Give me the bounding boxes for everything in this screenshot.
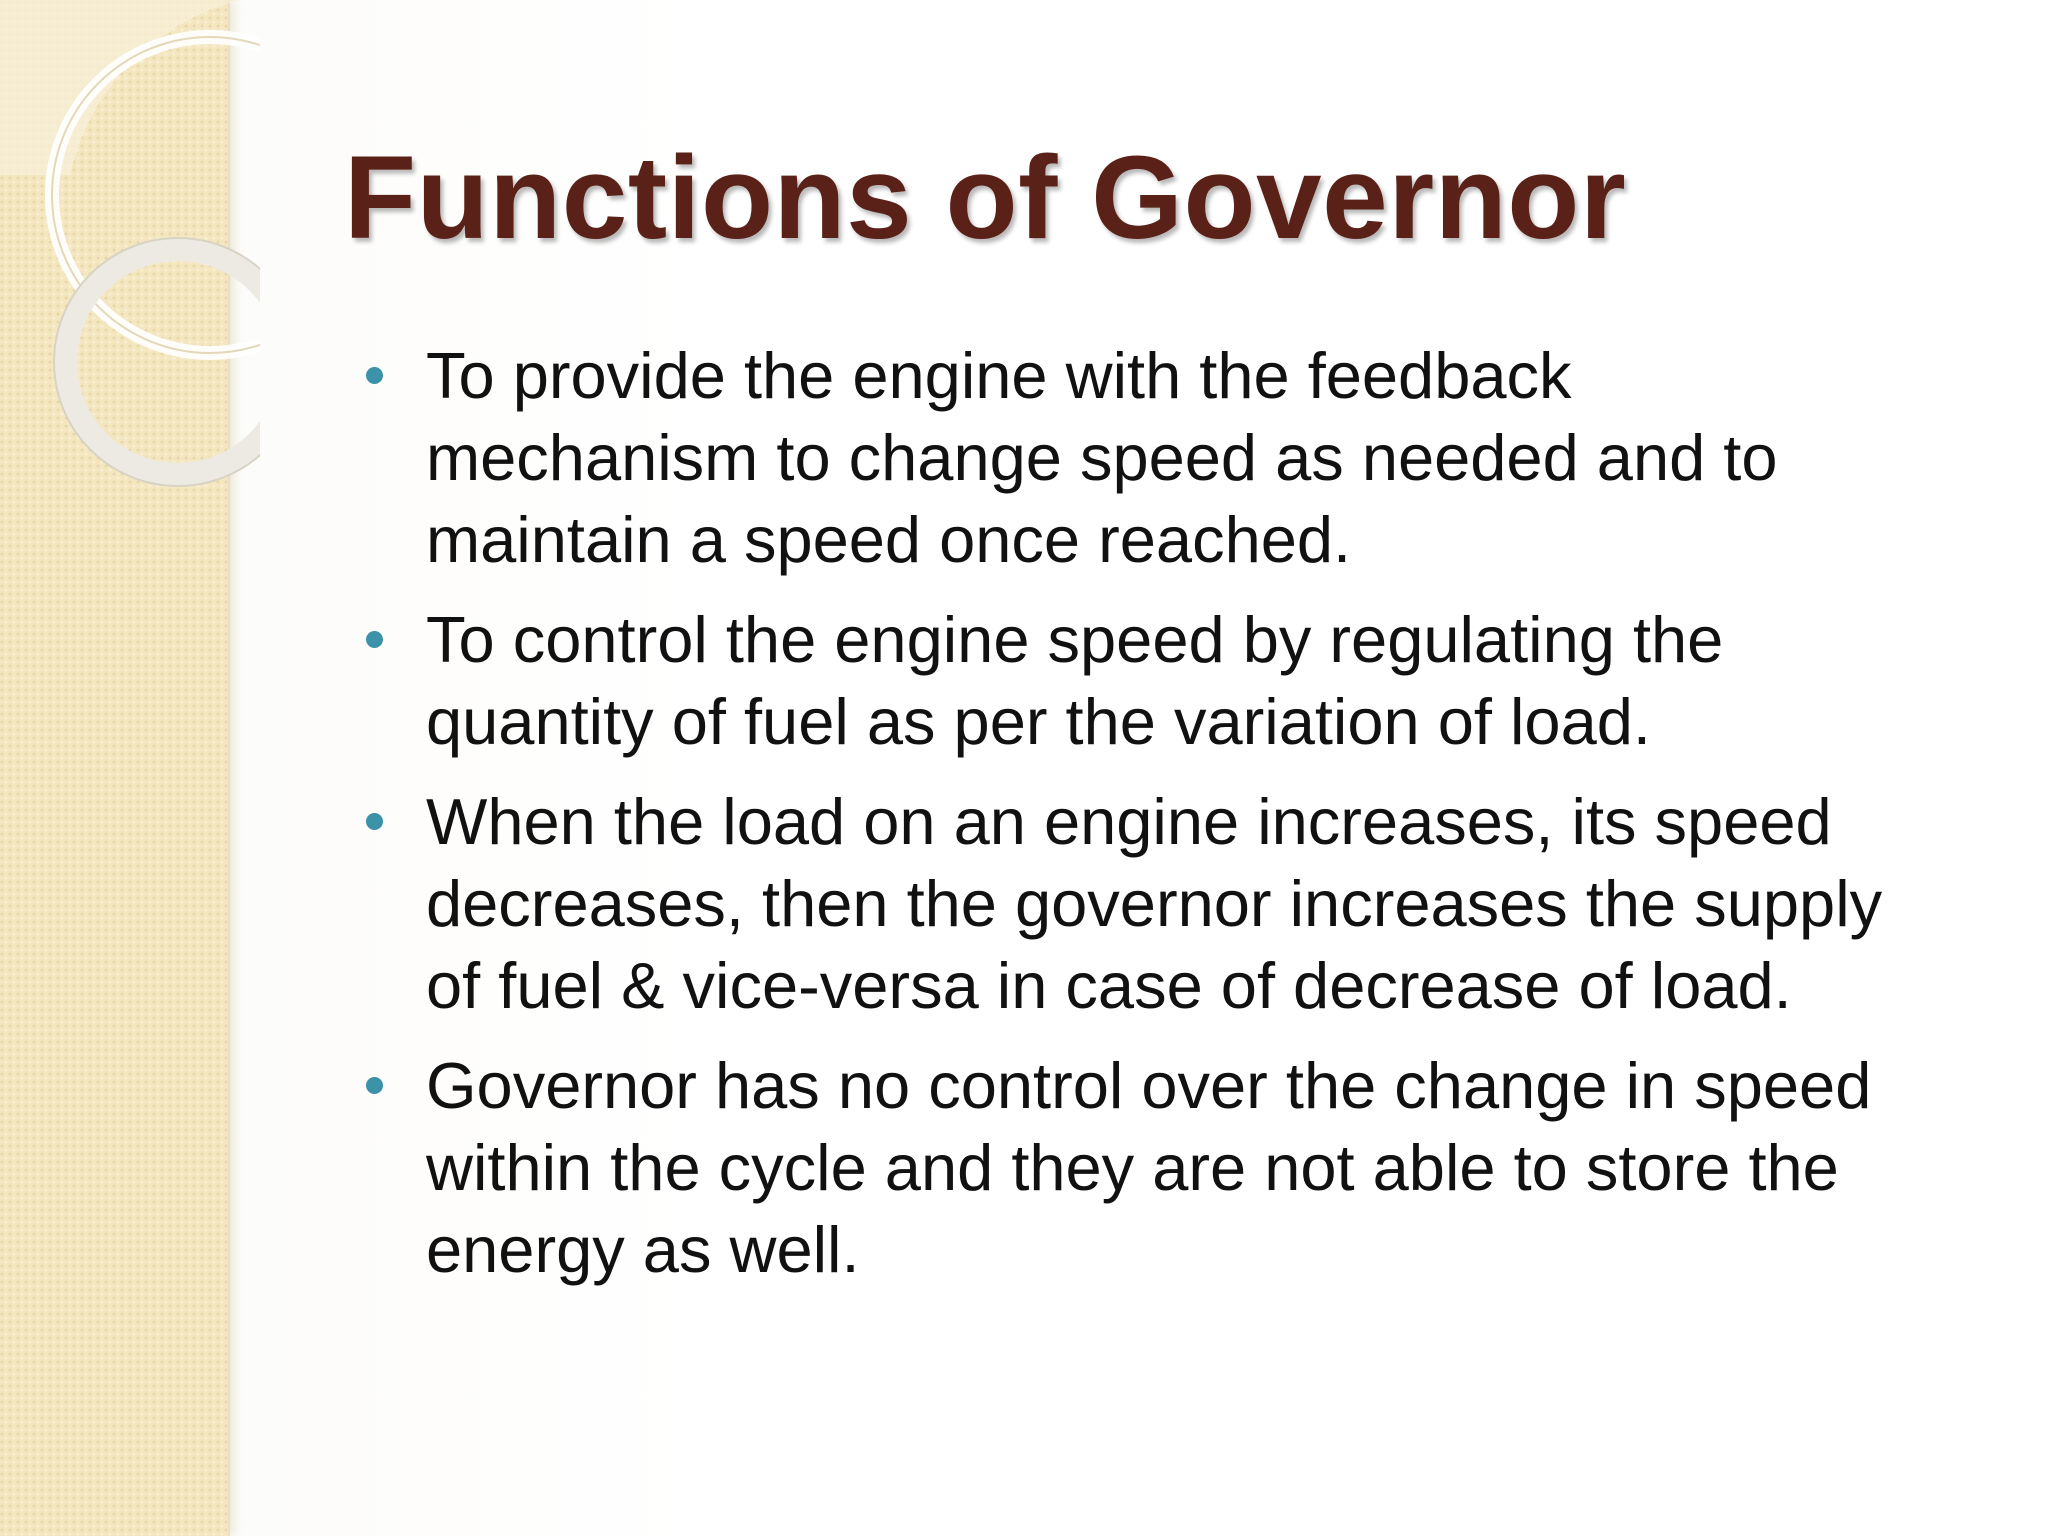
bullet-line: When the load on an engine increases, its speed [426, 785, 1832, 858]
bullet-line: of fuel & vice-versa in case of decrease of load. [426, 949, 1792, 1022]
bullet-dot-icon [366, 1077, 383, 1094]
bullet-line: quantity of fuel as per the variation of load. [426, 685, 1651, 758]
bullet-line: energy as well. [426, 1213, 860, 1286]
bullet-item [360, 335, 2000, 581]
bullet-list [360, 335, 2000, 1309]
bullet-item [360, 781, 2000, 1027]
bullet-line: mechanism to change speed as needed and to [426, 421, 1778, 494]
bullet-line: To control the engine speed by regulating the [426, 603, 1724, 676]
bullet-dot-icon [366, 813, 383, 830]
bullet-line: decreases, then the governor increases the supply [426, 867, 1883, 940]
bullet-line: Governor has no control over the change in speed [426, 1049, 1872, 1122]
bullet-line: To provide the engine with the feedback [426, 339, 1572, 412]
bullet-dot-icon [366, 367, 383, 384]
bullet-line: within the cycle and they are not able to store the [426, 1131, 1839, 1204]
bullet-item [360, 1045, 2000, 1291]
decorative-rings-icon [0, 0, 260, 520]
slide-title: Functions of Governor [344, 132, 1627, 264]
bullet-line: maintain a speed once reached. [426, 503, 1352, 576]
bullet-item [360, 599, 2000, 763]
bullet-dot-icon [366, 631, 383, 648]
